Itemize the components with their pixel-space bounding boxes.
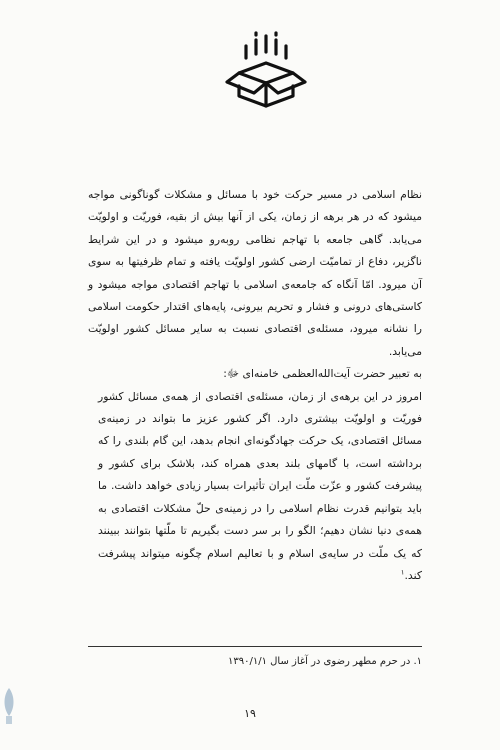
footnote-reference[interactable]: ۱ [400,568,405,577]
paragraph-1: نظام اسلامی در مسیر حرکت خود با مسائل و مشکلات گوناگونی مواجه میشود که در هر برهه از زمان، یکی از آنها بیش از بقیه، فوریّت و اولویّت می‌یابد. گاهی جامعه با تهاجم نظامی روبه‌رو میشود و در این شرایط ناگزیر، دفاع از تمامیّت ارضی کشور اولویّت یافته و تمام ظرفیتها به سوی آن میرود. امّا آنگاه که جامعه‌ی اسلامی با تهاجم اقتصادی مواجه میشود و کاستی‌های درونی و فشار و تحریم بیرونی، پایه‌های اقتدار حکومت اسلامی را نشانه میرود، مسئله‌ی اقتصادی نسبت به سایر مسائل کشور اولویّت می‌یابد. [88,188,422,358]
footnote-divider [88,646,422,647]
footnote: ۱. در حرم مطهر رضوی در آغاز سال ۱۳۹۰/۱/۱ [228,656,422,667]
page-number: ۱۹ [244,707,256,720]
publisher-watermark-icon [0,686,18,726]
gift-box-icon [223,30,309,108]
quote-text: امروز در این برهه‌ی از زمان، مسئله‌ی اقتصادی از همه‌ی مسائل کشور فوریّت و اولویّت بیشتری دارد. اگر کشور عزیز ما بتواند در زمینه‌ی مسائل اقتصادی، یک حرکت جهادگونه‌ای انجام بدهد، این گام بلندی را که برداشته است، با گامهای بلند بعدی همراه کند، بلاشک برای کشور و پیشرفت کشور و عزّت ملّت ایران تأثیرات بسیار زیادی خواهد داشت. ما باید بتوانیم قدرت نظام اسلامی را در زمینه‌ی حلّ مشکلات اقتصادی به همه‌ی دنیا نشان دهیم؛ الگو را بر سر دست بگیریم تا ملّتها بتوانند ببینند که یک ملّت در سایه‌ی اسلام و با تعالیم اسلام چگونه میتواند پیشرفت کند. [98,389,422,582]
main-text [88,184,422,587]
quote-paragraph [88,386,422,588]
quote-intro: به تعبیر حضرت آیت‌الله‌العظمی خامنه‌ای ﷻ: [223,367,422,381]
